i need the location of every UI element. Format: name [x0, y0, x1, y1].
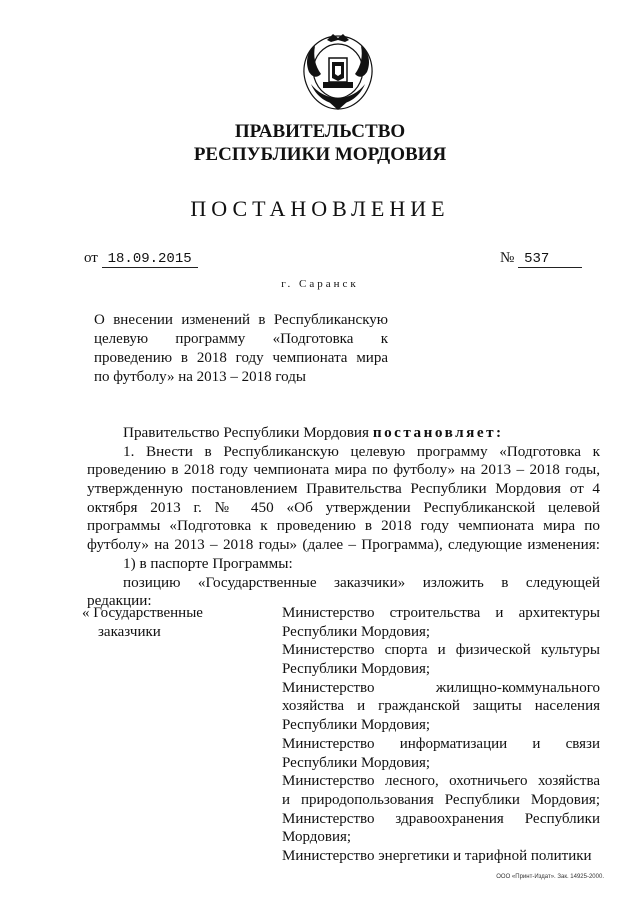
decree-body — [87, 424, 600, 611]
table-left-line: заказчики — [98, 623, 161, 640]
paragraph-line: утвержденную постановлением Правительства Республики Мордовия от 4 — [87, 480, 600, 498]
table-right-line: Республики Мордовия; — [282, 623, 431, 640]
print-footer: ООО «Принт-Издат». Зак. 14925-2000. — [496, 874, 604, 880]
subject-line: целевую программу «Подготовка к — [94, 331, 388, 347]
coat-of-arms-emblem — [297, 32, 379, 114]
table-right-line: Республики Мордовия; — [282, 754, 431, 771]
table-right-line: Республики Мордовия; — [282, 717, 431, 734]
paragraph-line: октября 2013 г. № 450 «Об утверждении Республиканской целевой — [87, 498, 600, 516]
position-line-end: редакции: — [87, 592, 152, 610]
table-right-line: Республики Мордовия; — [282, 661, 431, 678]
table-right-line: Министерство жилищно-коммунального — [282, 679, 600, 696]
table-right-line: Министерство строительства и архитектуры — [282, 605, 600, 621]
intro-emphasis: постановляет: — [372, 424, 504, 441]
paragraph-line: проведению в 2018 году чемпионата мира по футболу» на 2013 – 2018 годы, — [87, 461, 600, 479]
number-value: 537 — [518, 251, 582, 268]
subject-line: по футболу» на 2013 – 2018 годы — [94, 369, 306, 385]
table-right-line: Мордовия; — [282, 829, 352, 846]
intro-line — [87, 424, 600, 443]
table-right-line: хозяйства и гражданской защиты населения — [282, 698, 600, 715]
position-line: позицию «Государственные заказчики» изложить в следующей — [123, 573, 600, 591]
date-prefix: от — [84, 250, 98, 266]
number-prefix: № — [500, 250, 515, 266]
date-value: 18.09.2015 — [102, 251, 198, 268]
table-left-line: « Государственные — [82, 605, 203, 621]
table-right-line: Министерство лесного, охотничьего хозяйства — [282, 773, 600, 790]
decree-title: ПОСТАНОВЛЕНИЕ — [190, 196, 450, 221]
intro-prefix: Правительство Республики Мордовия — [123, 424, 370, 441]
paragraph-line: футболу» на 2013 – 2018 годы» (далее – Программа), следующие изменения: — [87, 536, 600, 554]
decree-subject — [94, 311, 388, 387]
table-right-line: Министерство здравоохранения Республики — [282, 810, 600, 827]
subject-line: проведению в 2018 году чемпионата мира — [94, 350, 388, 366]
table-right-line: и природопользования Республики Мордовия; — [282, 791, 600, 808]
table-right-cell — [282, 604, 600, 866]
decree-number — [500, 250, 582, 268]
item-line: 1) в паспорте Программы: — [123, 554, 293, 572]
government-name-line1: ПРАВИТЕЛЬСТВО — [234, 121, 406, 142]
table-right-line: Министерство информатизации и связи — [282, 735, 600, 752]
table-left-cell — [82, 604, 262, 641]
city-name: г. Саранск — [281, 278, 359, 290]
table-right-line: Министерство энергетики и тарифной политики — [282, 847, 592, 864]
subject-line: О внесении изменений в Республиканскую — [94, 312, 388, 328]
paragraph-line: программы «Подготовка к проведению в 2018 году чемпионата мира по — [87, 517, 600, 535]
table-right-line: Министерство спорта и физической культуры — [282, 642, 600, 659]
government-name-line2: РЕСПУБЛИКИ МОРДОВИЯ — [193, 144, 447, 165]
paragraph-line: 1. Внести в Республиканскую целевую программу «Подготовка к — [123, 442, 600, 460]
decree-date — [84, 250, 198, 268]
